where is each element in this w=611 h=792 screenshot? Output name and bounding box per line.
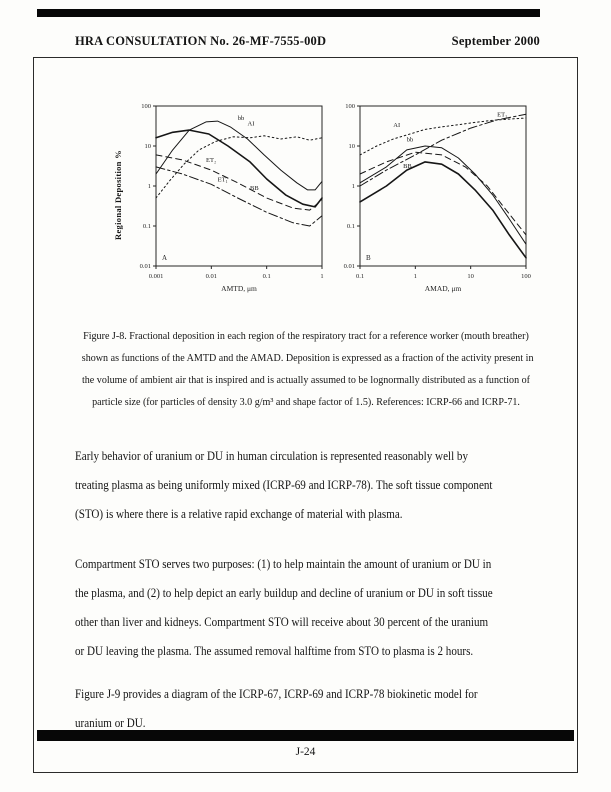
deposition-chart-amtd	[132, 98, 328, 294]
svg-text:10: 10	[467, 273, 474, 280]
svg-text:0.1: 0.1	[346, 223, 355, 231]
svg-text:BB: BB	[403, 163, 412, 171]
svg-text:ET₁: ET₁	[217, 176, 228, 184]
bottom-border-bar	[37, 730, 574, 741]
caption-line-2: shown as functions of the AMTD and the AMAD. Deposition is expressed as a fraction of the activity present in	[81, 353, 534, 364]
svg-text:1: 1	[320, 273, 324, 280]
paragraph-2-line-3: other than liver and kidneys. Compartment STO will receive about 30 percent of the uranium	[75, 615, 489, 629]
paragraph-3-line-1: Figure J-9 provides a diagram of the ICRP-67, ICRP-69 and ICRP-78 biokinetic model for	[75, 687, 478, 701]
svg-text:bb: bb	[406, 136, 414, 144]
svg-text:AMTD, μm: AMTD, μm	[221, 284, 257, 293]
paragraph-2-line-2: the plasma, and (2) to help depict an early buildup and decline of uranium or DU in soft tissue	[75, 586, 493, 600]
figure-caption	[70, 326, 542, 414]
svg-text:0.01: 0.01	[139, 263, 151, 271]
svg-text:0.1: 0.1	[142, 223, 151, 231]
paragraph-1-line-3: (STO) is where there is a relative rapid exchange of material with plasma.	[75, 507, 403, 521]
svg-text:ET₂: ET₂	[206, 156, 217, 164]
svg-text:100: 100	[345, 103, 355, 111]
caption-line-1: Figure J-8. Fractional deposition in each region of the respiratory tract for a reference worker (mouth breather)	[83, 331, 529, 342]
svg-text:0.001: 0.001	[148, 273, 164, 280]
svg-text:10: 10	[144, 143, 151, 151]
svg-text:1: 1	[147, 183, 151, 191]
figure-y-axis-label: Regional Deposition %	[113, 150, 123, 240]
content-border-box	[33, 57, 578, 773]
svg-text:AI: AI	[247, 120, 255, 128]
paragraph-2-line-1: Compartment STO serves two purposes: (1) to help maintain the amount of uranium or DU in	[75, 557, 492, 571]
caption-line-3: the volume of ambient air that is inspired and is actually assumed to be lognormally distributed as a function of	[81, 375, 531, 386]
svg-text:0.01: 0.01	[205, 273, 218, 280]
top-border-bar	[37, 9, 540, 17]
paragraph-2-line-4: or DU leaving the plasma. The assumed removal halftime from STO to plasma is 2 hours.	[75, 644, 474, 658]
header-report-number: HRA CONSULTATION No. 26-MF-7555-00D	[75, 34, 327, 48]
svg-text:1: 1	[351, 183, 355, 191]
page-number: J-24	[295, 746, 316, 758]
caption-line-4: particle size (for particles of density 3.0 g/m³ and shape factor of 1.5). References: ICRP-66 and ICRP-71.	[92, 397, 520, 408]
svg-text:0.1: 0.1	[262, 273, 271, 280]
svg-text:100: 100	[521, 273, 531, 280]
page-header	[75, 34, 540, 49]
svg-text:bb: bb	[237, 114, 245, 122]
svg-text:B: B	[366, 254, 371, 262]
paragraph-1	[75, 442, 555, 529]
svg-text:1: 1	[413, 273, 417, 280]
header-date: September 2000	[451, 34, 540, 48]
svg-text:0.1: 0.1	[355, 273, 365, 280]
svg-text:A: A	[162, 254, 168, 262]
paragraph-2	[75, 550, 555, 666]
svg-text:AI: AI	[393, 121, 401, 129]
svg-text:10: 10	[348, 143, 355, 151]
figure-j8	[104, 98, 534, 308]
svg-text:AMAD, μm: AMAD, μm	[424, 284, 462, 293]
svg-text:100: 100	[141, 103, 151, 111]
svg-text:BB: BB	[250, 184, 259, 192]
paragraph-3-line-2: uranium or DU.	[75, 716, 146, 730]
paragraph-1-line-2: treating plasma as being uniformly mixed (ICRP-69 and ICRP-78). The soft tissue component	[75, 478, 493, 492]
paragraph-1-line-1: Early behavior of uranium or DU in human circulation is represented reasonably well by	[75, 449, 469, 463]
deposition-chart-amad	[336, 98, 532, 294]
figure-charts-row	[132, 98, 532, 294]
svg-text:0.01: 0.01	[343, 263, 355, 271]
svg-text:ET₁: ET₁	[497, 111, 508, 119]
